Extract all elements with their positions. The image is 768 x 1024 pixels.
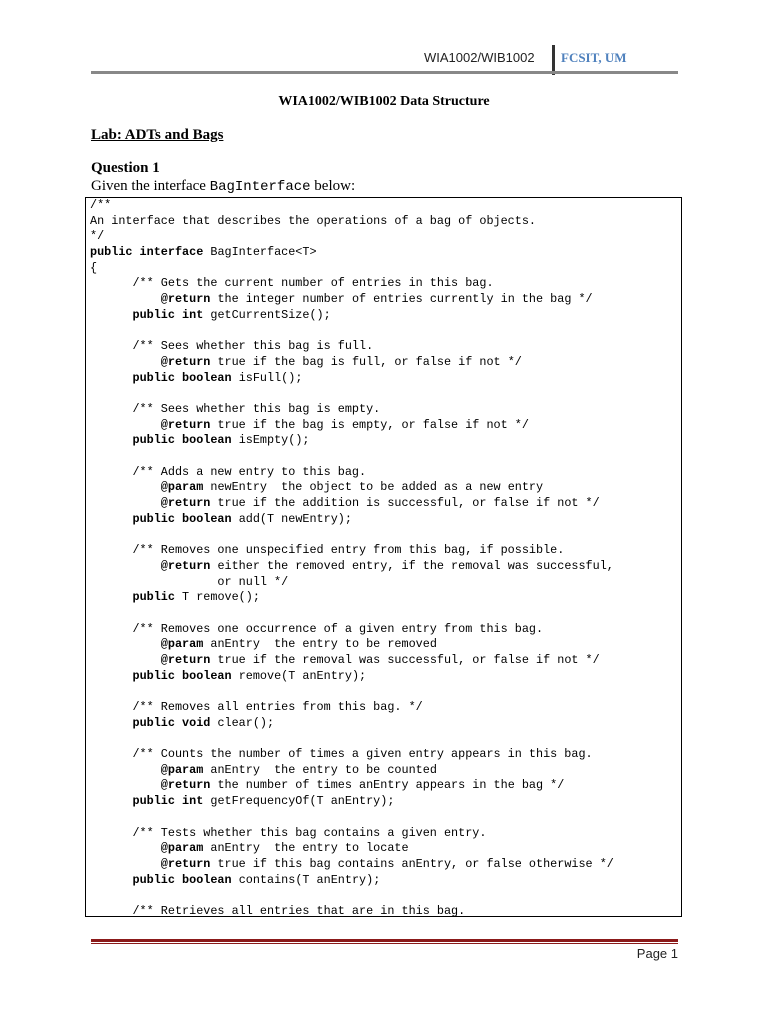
code-text: [90, 512, 132, 526]
code-line: [90, 371, 614, 387]
code-line: [90, 700, 614, 716]
code-text: [90, 355, 161, 369]
code-line: [90, 888, 614, 904]
code-line: [90, 794, 614, 810]
code-line: [90, 324, 614, 340]
intro-suffix: below:: [310, 178, 356, 194]
question-heading: Question 1: [91, 160, 160, 176]
intro-prefix: Given the interface: [91, 178, 210, 194]
code-text: [90, 763, 161, 777]
code-line: [90, 716, 614, 732]
code-text: BagInterface<T>: [203, 245, 317, 260]
code-text: {: [90, 260, 98, 275]
code-text: [90, 559, 161, 573]
code-text: clear();: [210, 715, 275, 730]
code-text: [90, 637, 161, 651]
code-keyword: @return: [160, 856, 211, 871]
code-text: [90, 653, 161, 667]
code-line: [90, 261, 614, 277]
code-keyword: public boolean: [132, 370, 232, 385]
code-line: [90, 559, 614, 575]
code-text: true if the bag is full, or false if not */: [210, 354, 522, 369]
code-line: [90, 418, 614, 434]
code-line: [90, 386, 614, 402]
code-line: [90, 637, 614, 653]
code-text: [90, 794, 132, 808]
code-line: [90, 763, 614, 779]
code-keyword: @return: [160, 558, 211, 573]
code-text: /** Sees whether this bag is empty.: [90, 401, 381, 416]
code-text: [90, 716, 132, 730]
code-line: [90, 731, 614, 747]
code-text: isFull();: [231, 370, 303, 385]
code-text: the number of times anEntry appears in the bag */: [210, 778, 565, 793]
code-keyword: public int: [132, 794, 204, 809]
header-rule: [91, 71, 678, 74]
code-line: [90, 480, 614, 496]
code-text: /** Gets the current number of entries in this bag.: [90, 276, 494, 291]
intro-interface-name: BagInterface: [209, 179, 311, 195]
code-keyword: @param: [160, 762, 204, 777]
code-text: anEntry the entry to be counted: [203, 762, 437, 777]
code-text: [90, 371, 132, 385]
code-text: true if the bag is empty, or false if not */: [210, 417, 529, 432]
code-text: [90, 433, 132, 447]
code-keyword: @return: [160, 354, 211, 369]
code-line: [90, 339, 614, 355]
code-text: isEmpty();: [231, 433, 310, 448]
code-line: [90, 810, 614, 826]
code-line: [90, 198, 614, 214]
code-line: [90, 873, 614, 889]
code-line: [90, 826, 614, 842]
code-text: [90, 418, 161, 432]
code-text: the integer number of entries currently in the bag */: [210, 292, 593, 307]
code-keyword: public: [132, 590, 175, 605]
code-text: [90, 873, 132, 887]
code-listing-box: [85, 197, 682, 917]
code-text: anEntry the entry to be removed: [203, 637, 437, 652]
footer-rule-thin: [91, 943, 678, 944]
code-keyword: public boolean: [132, 511, 232, 526]
code-keyword: public void: [132, 715, 211, 730]
code-text: /** Removes all entries from this bag. */: [90, 700, 423, 714]
code-keyword: @return: [160, 417, 211, 432]
code-text: /**: [90, 198, 112, 212]
code-keyword: @param: [160, 480, 204, 495]
code-keyword: @param: [160, 841, 204, 856]
code-text: /** Removes one occurrence of a given entry from this bag.: [90, 621, 544, 636]
code-line: [90, 606, 614, 622]
code-line: [90, 590, 614, 606]
code-text: true if the addition is successful, or false if not */: [210, 496, 600, 511]
code-text: [90, 480, 161, 494]
code-line: [90, 669, 614, 685]
header-faculty: FCSIT, UM: [561, 50, 627, 65]
code-text: newEntry the object to be added as a new entry: [203, 480, 544, 495]
code-line: [90, 778, 614, 794]
code-text: getCurrentSize();: [203, 307, 331, 322]
code-keyword: @param: [160, 637, 204, 652]
code-line: [90, 308, 614, 324]
code-text: /** Adds a new entry to this bag.: [90, 464, 367, 479]
code-line: [90, 622, 614, 638]
code-text: An interface that describes the operations of a bag of objects.: [90, 213, 536, 228]
code-keyword: public boolean: [132, 668, 232, 683]
page-number: Page 1: [636, 946, 678, 961]
code-keyword: @return: [160, 496, 211, 511]
code-text: [90, 496, 161, 510]
code-line: [90, 214, 614, 230]
code-text: contains(T anEntry);: [231, 872, 381, 887]
footer-rule: [91, 939, 678, 942]
code-keyword: public boolean: [132, 872, 232, 887]
header-course-code: WIA1002/WIB1002: [424, 50, 535, 65]
code-line: [90, 496, 614, 512]
code-text: /** Tests whether this bag contains a given entry.: [90, 825, 487, 840]
code-line: [90, 433, 614, 449]
code-text: true if this bag contains anEntry, or false otherwise */: [210, 856, 614, 871]
code-keyword: public interface: [90, 245, 204, 260]
lab-title: Lab: ADTs and Bags: [91, 127, 224, 143]
code-text: add(T newEntry);: [231, 511, 352, 526]
code-text: true if the removal was successful, or false if not */: [210, 652, 600, 667]
code-listing: [90, 198, 614, 917]
code-keyword: public int: [132, 307, 204, 322]
code-line: [90, 465, 614, 481]
code-line: [90, 292, 614, 308]
code-text: either the removed entry, if the removal was successful,: [210, 558, 614, 573]
question-intro: [91, 178, 355, 195]
code-text: [90, 778, 161, 792]
document-title: WIA1002/WIB1002 Data Structure: [278, 94, 490, 109]
code-text: T remove();: [174, 590, 260, 605]
code-line: [90, 449, 614, 465]
code-line: [90, 747, 614, 763]
code-line: [90, 543, 614, 559]
code-text: [90, 857, 161, 871]
code-text: [90, 669, 132, 683]
code-text: [90, 590, 132, 604]
code-text: /** Retrieves all entries that are in this bag.: [90, 903, 466, 917]
code-line: [90, 684, 614, 700]
code-keyword: public boolean: [132, 433, 232, 448]
code-keyword: @return: [160, 292, 211, 307]
code-line: [90, 276, 614, 292]
code-text: [90, 841, 161, 855]
code-keyword: @return: [160, 652, 211, 667]
code-line: [90, 402, 614, 418]
code-line: [90, 841, 614, 857]
code-text: getFrequencyOf(T anEntry);: [203, 794, 395, 809]
code-text: [90, 308, 132, 322]
code-line: [90, 527, 614, 543]
code-line: [90, 857, 614, 873]
code-line: [90, 575, 614, 591]
code-text: or null */: [90, 574, 289, 589]
code-line: [90, 512, 614, 528]
code-text: anEntry the entry to locate: [203, 841, 409, 856]
code-line: [90, 355, 614, 371]
code-text: /** Removes one unspecified entry from this bag, if possible.: [90, 543, 565, 558]
code-text: /** Sees whether this bag is full.: [90, 339, 374, 354]
code-keyword: @return: [160, 778, 211, 793]
code-line: [90, 904, 614, 917]
code-text: */: [90, 229, 105, 244]
code-line: [90, 229, 614, 245]
code-text: remove(T anEntry);: [231, 668, 367, 683]
code-line: [90, 653, 614, 669]
code-line: [90, 245, 614, 261]
code-text: [90, 292, 161, 306]
code-text: /** Counts the number of times a given entry appears in this bag.: [90, 747, 593, 762]
